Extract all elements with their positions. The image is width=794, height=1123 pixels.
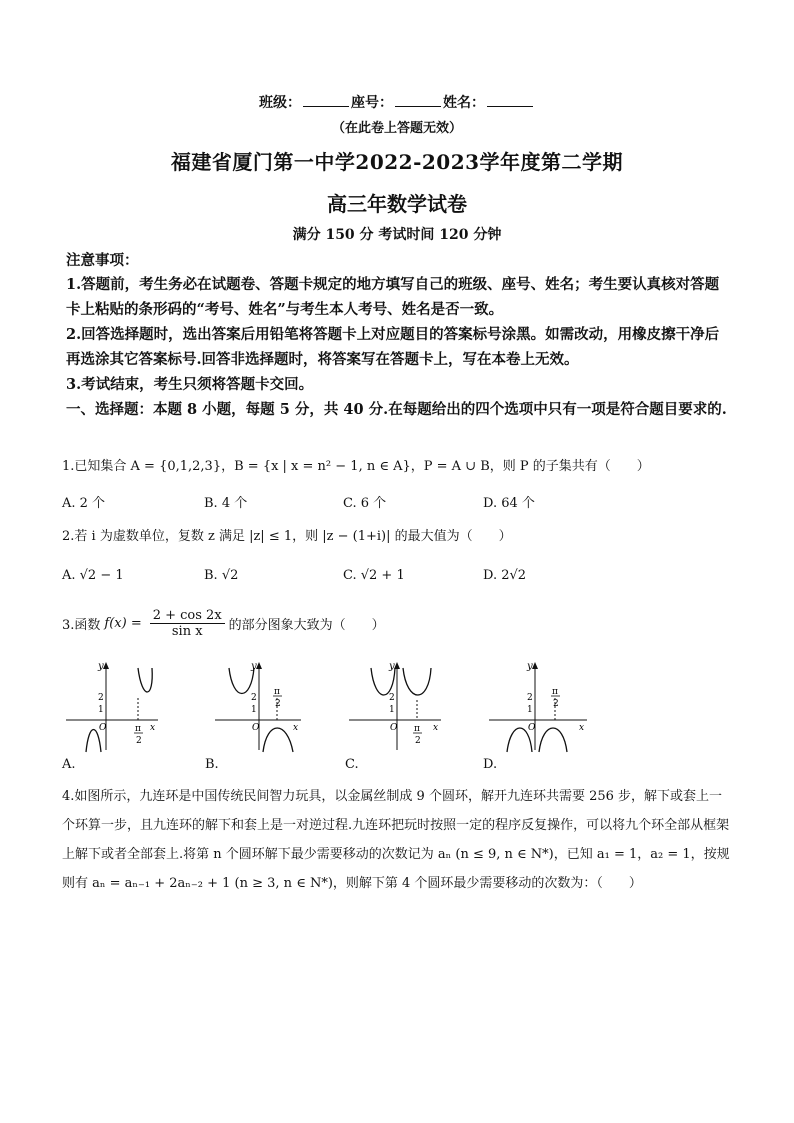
q2-option-b[interactable]: B. √2 xyxy=(204,568,239,583)
axis-y-label: y xyxy=(527,661,533,672)
axis-x-label: x xyxy=(293,723,299,733)
instruction-item-1: 1.答题前，考生务必在试题卷、答题卡规定的地方填写自己的班级、座号、姓名；考生要认真核对答题卡上粘贴的条形码的“考号、姓名”与考生本人考号、姓名是否一致。 xyxy=(66,276,720,318)
question-3-stem xyxy=(62,608,385,639)
pi-label: π xyxy=(274,687,280,697)
tick-1: 1 xyxy=(527,705,533,715)
pi-label: π xyxy=(414,724,420,734)
two-label: 2 xyxy=(136,736,142,746)
q3-numerator: 2 + cos 2x xyxy=(150,608,225,624)
origin-label: O xyxy=(390,723,398,733)
instruction-item-3: 3.考试结束，考生只须将答题卡交回。 xyxy=(66,376,314,393)
score-info: 满分 150 分 考试时间 120 分钟 xyxy=(292,227,502,243)
y-arrow-icon xyxy=(256,662,262,669)
two-label: 2 xyxy=(553,699,559,709)
q3-graph-c[interactable] xyxy=(345,660,445,755)
tick-2: 2 xyxy=(98,693,104,703)
q1-option-c[interactable]: C. 6 个 xyxy=(343,496,387,511)
q2-option-c[interactable]: C. √2 + 1 xyxy=(343,568,405,583)
two-label: 2 xyxy=(415,736,421,746)
class-label: 班级： xyxy=(259,95,301,111)
question-2-stem: 2.若 i 为虚数单位，复数 z 满足 |z| ≤ 1，则 |z − (1+i)| 的最大值为（ ） xyxy=(62,529,512,544)
curve-right xyxy=(539,728,567,752)
tick-1: 1 xyxy=(251,705,257,715)
pi-label: π xyxy=(552,687,558,697)
q3-denominator: sin x xyxy=(171,624,203,639)
instruction-item-2: 2.回答选择题时，选出答案后用铅笔将答题卡上对应题目的答案标号涂黑。如需改动，用橡皮擦干净后再选涂其它答案标号.回答非选择题时，将答案写在答题卡上，写在本卷上无效。 xyxy=(66,326,720,368)
q3-fraction xyxy=(150,608,225,639)
axis-x-label: x xyxy=(579,723,585,733)
y-arrow-icon xyxy=(532,662,538,669)
q3-label-d[interactable]: D. xyxy=(483,757,498,772)
q3-suffix: 的部分图象大致为（ ） xyxy=(228,618,385,633)
curve-left xyxy=(371,668,395,695)
tick-2: 2 xyxy=(527,693,533,703)
origin-label: O xyxy=(99,723,107,733)
q1-option-d[interactable]: D. 64 个 xyxy=(483,496,535,511)
section-heading: 一、选择题：本题 8 小题，每题 5 分，共 40 分.在每题给出的四个选项中只有一项是符合题目要求的. xyxy=(66,401,727,418)
q3-label-c[interactable]: C. xyxy=(345,757,359,772)
tick-1: 1 xyxy=(98,705,104,715)
axis-x-label: x xyxy=(150,723,156,733)
two-label: 2 xyxy=(275,699,281,709)
instructions-heading: 注意事项： xyxy=(66,252,139,269)
q3-graph-b[interactable] xyxy=(205,660,305,755)
q2-option-d[interactable]: D. 2√2 xyxy=(483,568,527,583)
seat-blank[interactable] xyxy=(395,92,441,107)
axis-y-label: y xyxy=(251,661,257,672)
curve-right xyxy=(403,668,431,695)
axis-y-label: y xyxy=(98,661,104,672)
q1-option-a[interactable]: A. 2 个 xyxy=(62,496,106,511)
student-info-line xyxy=(0,92,794,112)
page-subtitle: 高三年数学试卷 xyxy=(327,192,467,216)
origin-label: O xyxy=(528,723,536,733)
q3-graph-d[interactable] xyxy=(483,660,593,755)
axis-x-label: x xyxy=(433,723,439,733)
q3-label-a[interactable]: A. xyxy=(62,757,76,772)
q1-option-b[interactable]: B. 4 个 xyxy=(204,496,248,511)
q3-label-b[interactable]: B. xyxy=(205,757,219,772)
q2-option-a[interactable]: A. √2 − 1 xyxy=(62,568,124,583)
curve-right xyxy=(138,668,152,692)
answer-invalid-note: （在此卷上答题无效） xyxy=(331,121,462,136)
curve-right xyxy=(263,728,293,752)
origin-label: O xyxy=(252,723,260,733)
question-4-stem: 4.如图所示，九连环是中国传统民间智力玩具，以金属丝制成 9 个圆环，解开九连环共需要 256 步，解下或套上一个环算一步，且九连环的解下和套上是一对逆过程.九连环把玩时按照一定的程序反复操作，可以将九个环全部从框架上解下或者全部套上.将第 n 个圆环解下最少需要移动的次数记为 aₙ (n ≤ 9, n ∈ N*)，已知 a₁ = 1，a₂ = 1，按规则有 aₙ = aₙ₋₁ + 2aₙ₋₂ + 1 (n ≥ 3, n ∈ N*)，则解下第 4 个圆环最少需要移动的次数为：（ ） xyxy=(62,789,730,891)
q3-prefix: 3.函数 xyxy=(62,618,101,633)
seat-label: 座号： xyxy=(351,95,393,111)
pi-label: π xyxy=(135,724,141,734)
question-1-stem: 1.已知集合 A = {0,1,2,3}，B = {x | x = n² − 1, n ∈ A}，P = A ∪ B，则 P 的子集共有（ ） xyxy=(62,459,650,474)
q3-graph-a[interactable] xyxy=(62,660,162,755)
name-blank[interactable] xyxy=(487,92,533,107)
axis-y-label: y xyxy=(389,661,395,672)
y-arrow-icon xyxy=(103,662,109,669)
tick-2: 2 xyxy=(251,693,257,703)
tick-2: 2 xyxy=(389,693,395,703)
q3-func-lhs: f(x) = xyxy=(104,616,142,631)
name-label: 姓名： xyxy=(443,95,485,111)
page-title: 福建省厦门第一中学2022-2023学年度第二学期 xyxy=(170,150,624,174)
tick-1: 1 xyxy=(389,705,395,715)
y-arrow-icon xyxy=(394,662,400,669)
class-blank[interactable] xyxy=(303,92,349,107)
